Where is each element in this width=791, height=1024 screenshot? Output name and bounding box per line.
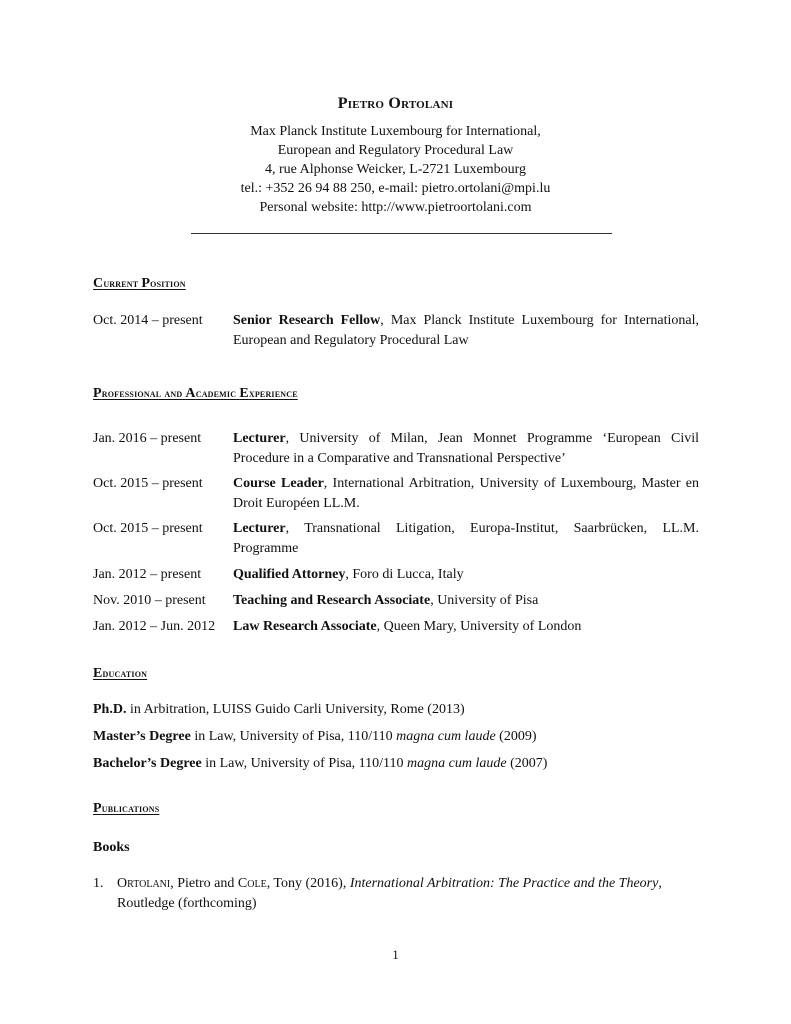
personal-website: Personal website: http://www.pietroortolani.com [259, 200, 532, 215]
header-divider [191, 233, 612, 234]
experience-row [93, 565, 699, 585]
affiliation-line-1: Max Planck Institute Luxembourg for International, [250, 124, 541, 139]
contact-info: tel.: +352 26 94 88 250, e-mail: pietro.ortolani@mpi.lu [240, 181, 551, 196]
position-row [93, 311, 699, 350]
publication-number: 1. [93, 876, 104, 891]
experience-description: Lecturer, Transnational Litigation, Europa-Institut, Saarbrücken, LL.M. Programme [233, 521, 699, 556]
experience-date: Jan. 2012 – Jun. 2012 [93, 619, 216, 634]
education-item: Ph.D. in Arbitration, LUISS Guido Carli University, Rome (2013) [93, 702, 465, 717]
experience-row [93, 519, 699, 558]
address: 4, rue Alphonse Weicker, L-2721 Luxembourg [264, 162, 527, 177]
books-heading: Books [93, 840, 130, 855]
publication-citation: Ortolani, Pietro and Cole, Tony (2016), International Arbitration: The Practice and the Theory, Routledge (forthcoming) [117, 876, 662, 911]
position-date: Oct. 2014 – present [93, 313, 203, 328]
experience-description: Law Research Associate, Queen Mary, University of London [233, 619, 582, 634]
position-description: Senior Research Fellow, Max Planck Institute Luxembourg for International, European and Regulatory Procedural Law [233, 313, 699, 348]
experience-row [93, 591, 699, 611]
experience-date: Nov. 2010 – present [93, 593, 206, 608]
experience-row [93, 429, 699, 468]
page-number: 1 [392, 947, 399, 962]
experience-description: Lecturer, University of Milan, Jean Monnet Programme ‘European Civil Procedure in a Comparative and Transnational Perspective’ [233, 431, 699, 466]
experience-description: Course Leader, International Arbitration, University of Luxembourg, Master en Droit Européen LL.M. [233, 476, 699, 511]
experience-date: Oct. 2015 – present [93, 476, 203, 491]
experience-date: Jan. 2012 – present [93, 567, 202, 582]
education-item: Bachelor’s Degree in Law, University of Pisa, 110/110 magna cum laude (2007) [93, 756, 548, 771]
author-name: Pietro Ortolani [337, 95, 454, 112]
publication-item [93, 874, 699, 913]
section-title-experience: Professional and Academic Experience [93, 386, 298, 401]
experience-description: Qualified Attorney, Foro di Lucca, Italy [233, 567, 464, 582]
cv-header [0, 93, 791, 217]
experience-date: Oct. 2015 – present [93, 521, 203, 536]
experience-row [93, 474, 699, 513]
experience-row [93, 617, 699, 637]
section-title-publications: Publications [93, 801, 160, 816]
affiliation-line-2: European and Regulatory Procedural Law [277, 143, 514, 158]
experience-date: Jan. 2016 – present [93, 431, 202, 446]
experience-description: Teaching and Research Associate, University of Pisa [233, 593, 539, 608]
section-title-current-position: Current Position [93, 276, 186, 291]
education-item: Master’s Degree in Law, University of Pisa, 110/110 magna cum laude (2009) [93, 729, 537, 744]
section-title-education: Education [93, 666, 148, 681]
